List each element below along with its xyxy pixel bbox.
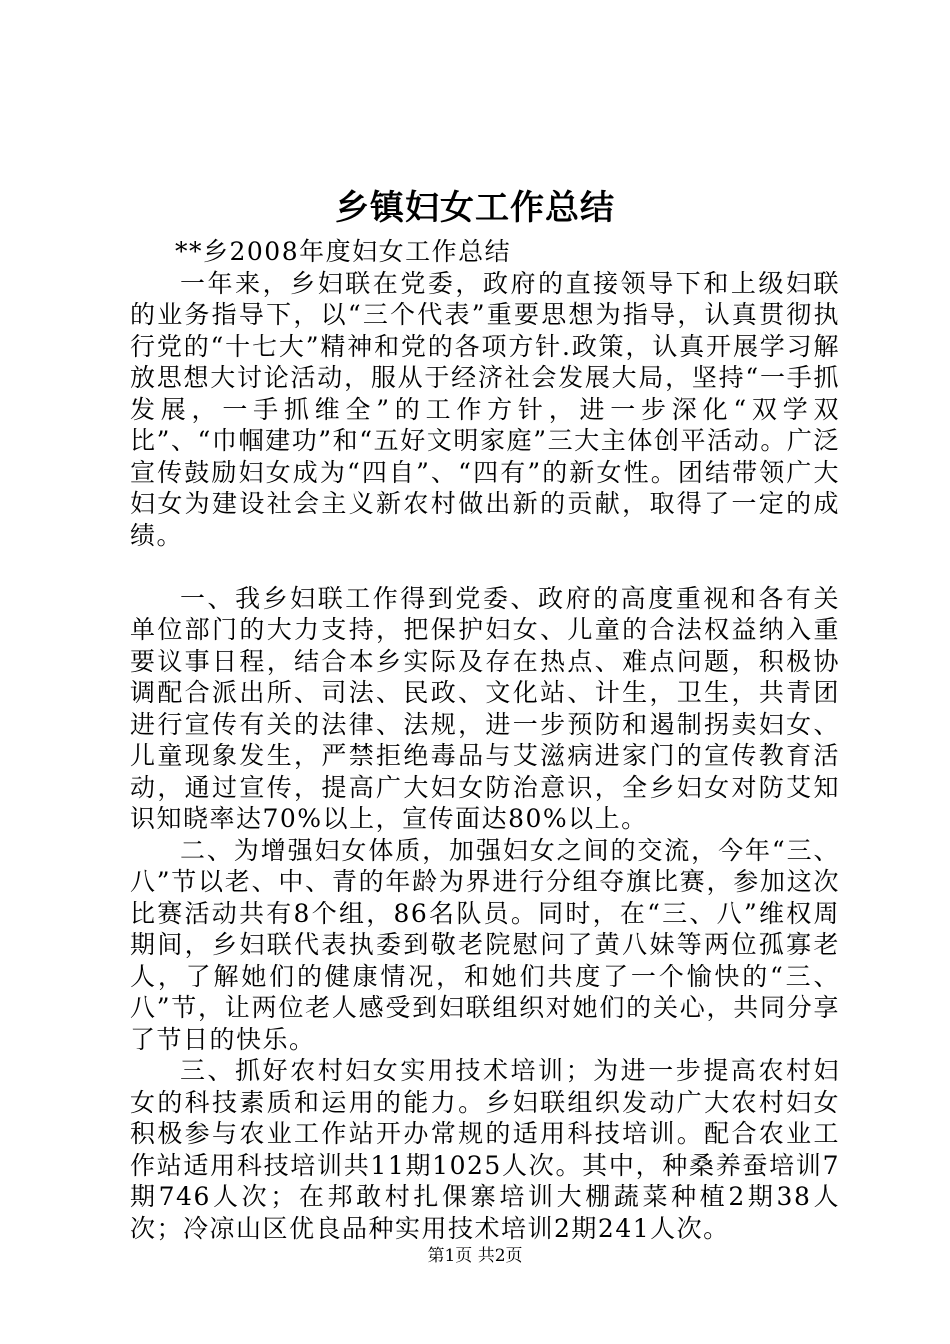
document-subtitle: **乡2008年度妇女工作总结	[175, 237, 512, 266]
paragraph-section-2: 二、为增强妇女体质，加强妇女之间的交流，今年“三、八”节以老、中、青的年龄为界进行分组夺旗比赛，参加这次比赛活动共有8个组，86名队员。同时，在“三、八”维权周期间，乡妇联代表执委到敬老院慰问了黄八妹等两位孤寡老人，了解她们的健康情况，和她们共度了一个愉快的“三、八”节，让两位老人感受到妇联组织对她们的关心，共同分享了节日的快乐。	[130, 835, 840, 1054]
paragraph-intro: 一年来，乡妇联在党委，政府的直接领导下和上级妇联的业务指导下，以“三个代表”重要思想为指导，认真贯彻执行党的“十七大”精神和党的各项方针.政策，认真开展学习解放思想大讨论活动，服从于经济社会发展大局，坚持“一手抓发展，一手抓维全”的工作方针，进一步深化“双学双比”、“巾帼建功”和“五好文明家庭”三大主体创平活动。广泛宣传鼓励妇女成为“四自”、“四有”的新女性。团结带领广大妇女为建设社会主义新农村做出新的贡献，取得了一定的成绩。	[130, 268, 840, 550]
paragraph-section-3: 三、抓好农村妇女实用技术培训；为进一步提高农村妇女的科技素质和运用的能力。乡妇联组织发动广大农村妇女积极参与农业工作站开办常规的适用科技培训。配合农业工作站适用科技培训共11期1025人次。其中，种桑养蚕培训7期746人次；在邦敢村扎倮寨培训大棚蔬菜种植2期38人次；冷凉山区优良品种实用技术培训2期241人次。	[130, 1056, 840, 1243]
paragraph-section-1: 一、我乡妇联工作得到党委、政府的高度重视和各有关单位部门的大力支持，把保护妇女、儿童的合法权益纳入重要议事日程，结合本乡实际及存在热点、难点问题，积极协调配合派出所、司法、民政、文化站、计生，卫生，共青团进行宣传有关的法律、法规，进一步预防和遏制拐卖妇女、儿童现象发生，严禁拒绝毒品与艾滋病进家门的宣传教育活动，通过宣传，提高广大妇女防治意识，全乡妇女对防艾知识知晓率达70%以上，宣传面达80%以上。	[130, 583, 840, 833]
document-body	[130, 236, 840, 1244]
page-title: 乡镇妇女工作总结	[335, 188, 615, 228]
page-footer: 第1页 共2页	[427, 1246, 523, 1266]
